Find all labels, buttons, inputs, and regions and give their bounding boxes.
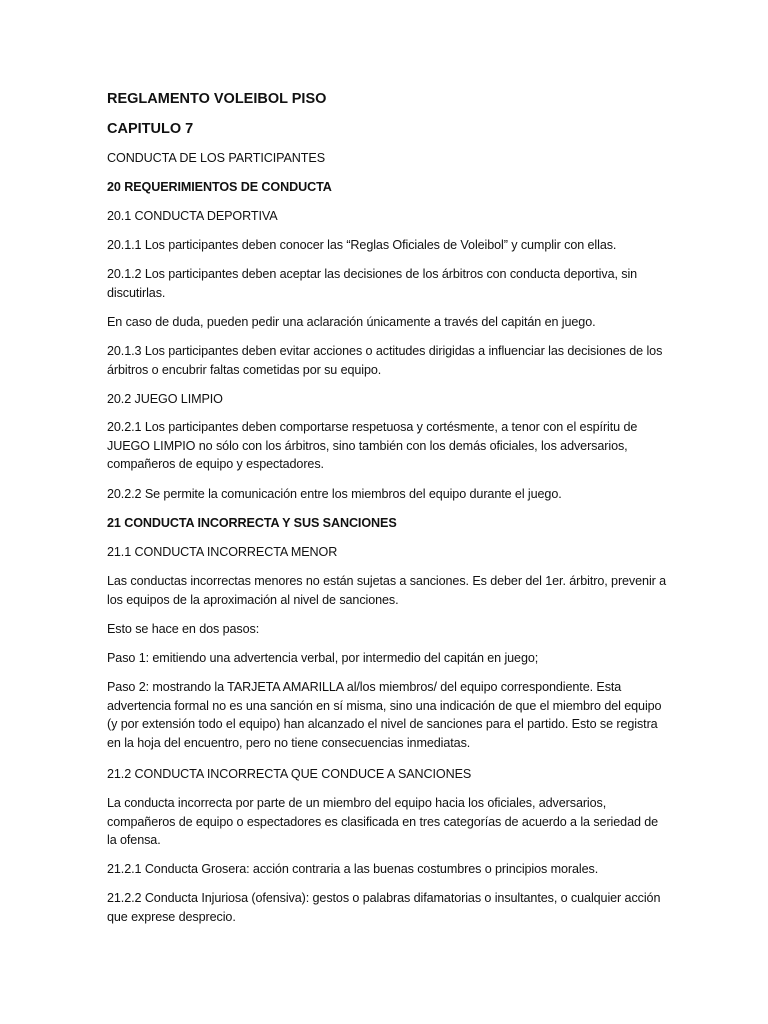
- paragraph: 20 REQUERIMIENTOS DE CONDUCTA: [107, 180, 332, 194]
- paragraph: 21.2 CONDUCTA INCORRECTA QUE CONDUCE A SANCIONES: [107, 767, 472, 781]
- paragraph: 21.1 CONDUCTA INCORRECTA MENOR: [107, 545, 338, 559]
- paragraph: Paso 2: mostrando la TARJETA AMARILLA al/los miembros/ del equipo correspondiente. Esta advertencia formal no es una sanción en sí misma, sino una indicación de que el miembro del equipo (y por extensión todo el equipo) han alcanzado el nivel de sanciones para el partido. Esto se registra en la hoja del encuentro, pero no tiene consecuencias inmediatas.: [107, 680, 662, 750]
- paragraph: 20.2.1 Los participantes deben comportarse respetuosa y cortésmente, a tenor con el espíritu de JUEGO LIMPIO no sólo con los árbitros, sino también con los demás oficiales, los adversarios, compañeros de equipo y espectadores.: [107, 420, 638, 471]
- paragraph: 20.1.3 Los participantes deben evitar acciones o actitudes dirigidas a influenciar las decisiones de los árbitros o encubrir faltas cometidas por su equipo.: [107, 344, 663, 377]
- paragraph: 21.2.2 Conducta Injuriosa (ofensiva): gestos o palabras difamatorias o insultantes, o cualquier acción que exprese desprecio.: [107, 891, 661, 924]
- paragraph: 21.2.1 Conducta Grosera: acción contraria a las buenas costumbres o principios morales.: [107, 862, 599, 876]
- section-title: CONDUCTA DE LOS PARTICIPANTES: [107, 151, 325, 165]
- chapter-heading: CAPITULO 7: [107, 121, 194, 137]
- paragraph: 20.2 JUEGO LIMPIO: [107, 392, 223, 406]
- paragraph: Las conductas incorrectas menores no están sujetas a sanciones. Es deber del 1er. árbitro, prevenir a los equipos de la aproximación al nivel de sanciones.: [107, 574, 667, 607]
- paragraph: Paso 1: emitiendo una advertencia verbal, por intermedio del capitán en juego;: [107, 651, 539, 665]
- paragraph: 20.2.2 Se permite la comunicación entre los miembros del equipo durante el juego.: [107, 487, 562, 501]
- paragraph: Esto se hace en dos pasos:: [107, 622, 260, 636]
- paragraph: 20.1 CONDUCTA DEPORTIVA: [107, 209, 278, 223]
- paragraph: 20.1.1 Los participantes deben conocer las “Reglas Oficiales de Voleibol” y cumplir con ellas.: [107, 238, 617, 252]
- paragraph: 20.1.2 Los participantes deben aceptar las decisiones de los árbitros con conducta deportiva, sin discutirlas.: [107, 267, 638, 300]
- paragraph: La conducta incorrecta por parte de un miembro del equipo hacia los oficiales, adversarios, compañeros de equipo o espectadores es clasificada en tres categorías de acuerdo a la seriedad de la ofensa.: [107, 796, 659, 847]
- paragraph: 21 CONDUCTA INCORRECTA Y SUS SANCIONES: [107, 516, 397, 530]
- document-title: REGLAMENTO VOLEIBOL PISO: [107, 91, 327, 107]
- paragraph: En caso de duda, pueden pedir una aclaración únicamente a través del capitán en juego.: [107, 315, 596, 329]
